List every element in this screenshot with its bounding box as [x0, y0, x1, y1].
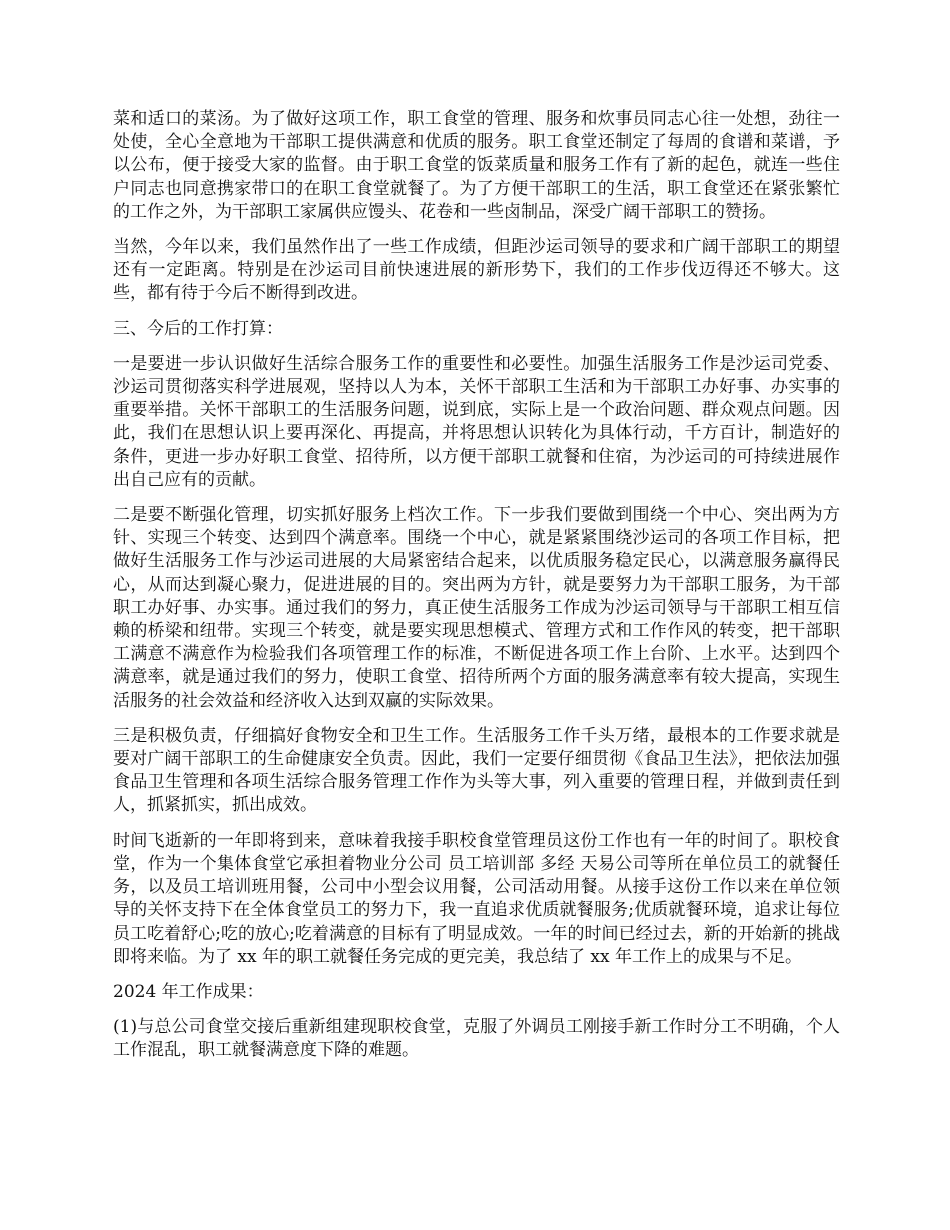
- paragraph-shortcomings: 当然，今年以来，我们虽然作出了一些工作成绩，但距沙运司领导的要求和广阔干部职工的期望还有一定距离。特别是在沙运司目前快速进展的新形势下，我们的工作步伐迈得还不够大。这些，都有待于今后不断得到改进。: [113, 237, 840, 304]
- section-heading-future-plans: 三、今后的工作打算：: [113, 318, 283, 339]
- heading-work-results: 2024 年工作成果：: [113, 981, 264, 1002]
- paragraph-result-one: (1)与总公司食堂交接后重新组建现职校食堂，克服了外调员工刚接手新工作时分工不明确，个人工作混乱，职工就餐满意度下降的难题。: [113, 1017, 840, 1061]
- paragraph-plan-one: 一是要进一步认识做好生活综合服务工作的重要性和必要性。加强生活服务工作是沙运司党委、沙运司贯彻落实科学进展观，坚持以人为本，关怀干部职工生活和为干部职工办好事、办实事的重要举措。关怀干部职工的生活服务问题，说到底，实际上是一个政治问题、群众观点问题。因此，我们在思想认识上要再深化、再提高，并将思想认识转化为具体行动，千方百计，制造好的条件，更进一步办好职工食堂、招待所，以方便干部职工就餐和住宿，为沙运司的可持续进展作出自己应有的贡献。: [113, 353, 840, 490]
- document-page: [113, 108, 840, 1075]
- paragraph-plan-three: 三是积极负责，仔细搞好食物安全和卫生工作。生活服务工作千头万绪，最根本的工作要求就是要对广阔干部职工的生命健康安全负责。因此，我们一定要仔细贯彻《食品卫生法》，把依法加强食品卫生管理和各项生活综合服务管理工作作为头等大事，列入重要的管理日程，并做到责任到人，抓紧抓实，抓出成效。: [113, 725, 840, 816]
- paragraph-plan-two: 二是要不断强化管理，切实抓好服务上档次工作。下一步我们要做到围绕一个中心、突出两为方针、实现三个转变、达到四个满意率。围绕一个中心，就是紧紧围绕沙运司的各项工作目标，把做好生活服务工作与沙运司进展的大局紧密结合起来，以优质服务稳定民心，以满意服务赢得民心，从而达到凝心聚力，促进进展的目的。突出两为方针，就是要努力为干部职工服务，为干部职工办好事、办实事。通过我们的努力，真正使生活服务工作成为沙运司领导与干部职工相互信赖的桥梁和纽带。实现三个转变，就是要实现思想模式、管理方式和工作作风的转变，把干部职工满意不满意作为检验我们各项管理工作的标准，不断促进各项工作上台阶、上水平。达到四个满意率，就是通过我们的努力，使职工食堂、招待所两个方面的服务满意率有较大提高，实现生活服务的社会效益和经济收入达到双赢的实际效果。: [113, 505, 840, 711]
- paragraph-canteen-service: 菜和适口的菜汤。为了做好这项工作，职工食堂的管理、服务和炊事员同志心往一处想，劲往一处使，全心全意地为干部职工提供满意和优质的服务。职工食堂还制定了每周的食谱和菜谱，予以公布，便于接受大家的监督。由于职工食堂的饭菜质量和服务工作有了新的起色，就连一些住户同志也同意携家带口的在职工食堂就餐了。为了方便干部职工的生活，职工食堂还在紧张繁忙的工作之外，为干部职工家属供应馒头、花卷和一些卤制品，深受广阔干部职工的赞扬。: [113, 109, 840, 222]
- paragraph-year-summary: 时间飞逝新的一年即将到来，意味着我接手职校食堂管理员这份工作也有一年的时间了。职校食堂，作为一个集体食堂它承担着物业分公司 员工培训部 多经 天易公司等所在单位员工的就餐任务，以及员工培训班用餐，公司中小型会议用餐，公司活动用餐。从接手这份工作以来在单位领导的关怀支持下在全体食堂员工的努力下，我一直追求优质就餐服务;优质就餐环境，追求让每位员工吃着舒心;吃的放心;吃着满意的目标有了明显成效。一年的时间已经过去，新的开始新的挑战即将来临。为了 xx 年的职工就餐任务完成的更完美，我总结了 xx 年工作上的成果与不足。: [113, 830, 840, 967]
